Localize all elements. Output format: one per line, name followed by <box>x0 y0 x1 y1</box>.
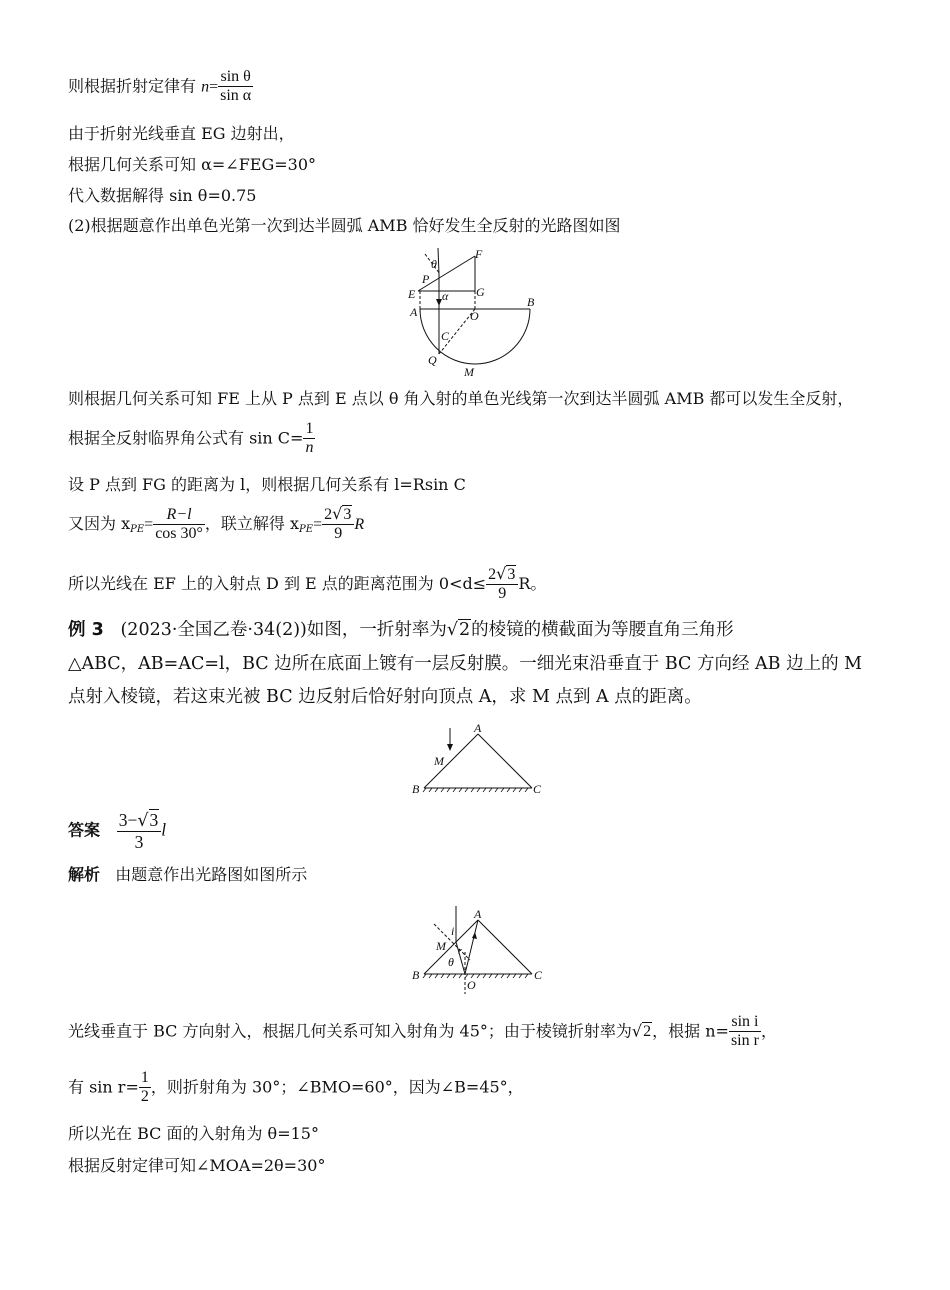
denominator: 9 <box>486 584 518 603</box>
denominator: 2 <box>140 1088 149 1106</box>
label-O: O <box>467 978 476 992</box>
coefficient: 2 <box>488 566 497 583</box>
label-Q: Q <box>428 353 437 367</box>
reflective-film-hatch <box>423 788 528 792</box>
incident-ray <box>438 248 439 274</box>
denominator: 9 <box>322 524 354 543</box>
label-P: P <box>422 272 430 286</box>
label-G: G <box>476 285 485 299</box>
text-segment: (2023·全国乙卷·34(2))如图，一折射率为 <box>120 620 447 640</box>
text-segment: 又因为 x <box>68 513 131 533</box>
figure-semicircle-light-path <box>400 244 550 380</box>
subscript: PE <box>130 523 145 535</box>
example-line-2: △ABC，AB=AC=l，BC 边所在底面上镀有一层反射膜。一细光束沿垂直于 BC 方向经 AB 边上的 M <box>68 654 863 674</box>
formula-sin-r <box>68 1069 524 1107</box>
denominator: sin r <box>730 1032 759 1050</box>
example-line-3: 点射入棱镜，若这束光被 BC 边反射后恰好射向顶点 A，求 M 点到 A 点的距离。 <box>68 687 702 707</box>
radicand: 2 <box>459 620 471 640</box>
formula-range <box>68 565 546 604</box>
text-segment: 有 sin r= <box>68 1077 139 1097</box>
numerator-part: 3− <box>118 810 138 830</box>
subscript: PE <box>299 523 314 535</box>
label-A: A <box>474 907 482 921</box>
denominator: sin α <box>220 87 252 105</box>
formula-refraction-index: 光线垂直于 BC 方向射入，根据几何关系可知入射角为 45°；由于棱镜折射率为√2，根据 n= $\frac{\text{sin i}}{\text{sin r}}$ ， <box>68 1013 777 1050</box>
label-A: A <box>474 721 482 735</box>
label-B: B <box>527 295 535 309</box>
radicand: 2 <box>643 1023 652 1041</box>
fraction <box>303 420 315 458</box>
answer-fraction: $\frac{3-√3}{3}$ <box>117 810 162 852</box>
label-theta: θ <box>448 955 454 969</box>
fraction: $\frac{2√3}{9}$ <box>486 565 518 604</box>
analysis-line <box>68 867 307 883</box>
text-line: 所以光在 BC 面的入射角为 θ=15° <box>68 1124 319 1143</box>
reflected-ray <box>465 920 478 974</box>
answer-line <box>68 810 166 852</box>
equals: = <box>144 515 154 533</box>
arrowhead <box>472 932 477 939</box>
formula-xpe <box>68 505 364 544</box>
text-line: 根据反射定律可知∠MOA=2θ=30° <box>68 1156 326 1175</box>
numerator: sin i <box>731 1013 759 1030</box>
label-C: C <box>534 968 543 982</box>
label-E: E <box>408 287 416 301</box>
example-line-1: 例 3 (2023·全国乙卷·34(2))如图，一折射率为√2的棱镜的横截面为等腰直角三角形 <box>68 620 734 640</box>
fraction <box>729 1013 761 1051</box>
label-C: C <box>441 329 450 343</box>
text-segment: ，则折射角为 30°；∠BMO=60°，因为∠B=45°， <box>150 1077 524 1097</box>
var-R: R <box>354 515 365 533</box>
text-segment: 由题意作出光路图如图所示 <box>115 865 308 884</box>
text-segment: ，联立解得 x <box>204 513 300 533</box>
text-line: 根据几何关系可知 α=∠FEG=30° <box>68 155 317 174</box>
denominator: 3 <box>117 831 162 852</box>
equals: = <box>209 78 219 96</box>
text-line: 代入数据解得 sin θ=0.75 <box>68 186 257 205</box>
label-r: r <box>458 946 462 957</box>
figure-prism-light-path <box>408 902 553 998</box>
text-segment: ，根据 n= <box>652 1021 729 1041</box>
label-A: A <box>410 305 418 319</box>
denominator: n <box>305 439 314 457</box>
label-theta: θ <box>431 257 437 271</box>
example-label: 例 3 <box>68 620 104 640</box>
text-line: 则根据几何关系可知 FE 上从 P 点到 E 点以 θ 角入射的单色光线第一次到达半圆弧 AMB 都可以发生全反射， <box>68 389 854 408</box>
numerator: R−l <box>166 505 192 523</box>
var-l: l <box>161 819 167 840</box>
radicand: 3 <box>343 506 352 523</box>
numerator: sin θ <box>220 68 251 85</box>
label-B: B <box>412 968 420 982</box>
text-segment: ， <box>760 1021 777 1041</box>
text-segment: 光线垂直于 BC 方向射入，根据几何关系可知入射角为 45°；由于棱镜折射率为 <box>68 1021 632 1041</box>
side-AB <box>424 734 478 788</box>
formula-refraction-law <box>68 68 253 106</box>
numerator: 1 <box>140 1069 149 1086</box>
var-n: n <box>201 78 210 96</box>
fraction <box>139 1069 151 1107</box>
label-M: M <box>436 939 446 953</box>
text-segment: 根据全反射临界角公式有 sin C= <box>68 428 304 448</box>
fraction: $\frac{2√3}{9}$ <box>322 505 354 544</box>
numerator: 1 <box>305 420 314 437</box>
fraction <box>218 68 253 106</box>
label-O: O <box>470 309 479 323</box>
text-line: 由于折射光线垂直 EG 边射出， <box>68 124 295 143</box>
analysis-label: 解析 <box>68 865 101 884</box>
label-alpha: α <box>442 289 449 303</box>
fraction <box>153 506 205 544</box>
text-segment: 的棱镜的横截面为等腰直角三角形 <box>471 620 734 640</box>
radicand: 3 <box>149 810 159 830</box>
text-line: 设 P 点到 FG 的距离为 l，则根据几何关系有 l=Rsin C <box>68 475 466 494</box>
text-segment: 则根据折射定律有 <box>68 76 202 96</box>
label-C: C <box>533 782 542 796</box>
side-AC <box>478 734 532 788</box>
text-segment: R。 <box>518 573 547 593</box>
figure-prism-triangle <box>408 718 548 800</box>
formula-critical-angle <box>68 420 315 458</box>
equals: = <box>313 515 323 533</box>
label-M: M <box>434 754 444 768</box>
side-AC <box>478 920 532 974</box>
coefficient: 2 <box>324 506 333 523</box>
label-F: F <box>475 247 483 261</box>
denominator: cos 30° <box>155 524 203 542</box>
arrowhead <box>447 744 453 751</box>
label-M: M <box>464 365 474 379</box>
answer-label: 答案 <box>68 820 101 840</box>
label-B: B <box>412 782 420 796</box>
radicand: 3 <box>507 566 516 583</box>
label-i: i <box>451 924 455 938</box>
text-line: (2)根据题意作出单色光第一次到达半圆弧 AMB 恰好发生全反射的光路图如图 <box>68 216 621 235</box>
text-segment: 所以光线在 EF 上的入射点 D 到 E 点的距离范围为 0<d≤ <box>68 573 487 593</box>
